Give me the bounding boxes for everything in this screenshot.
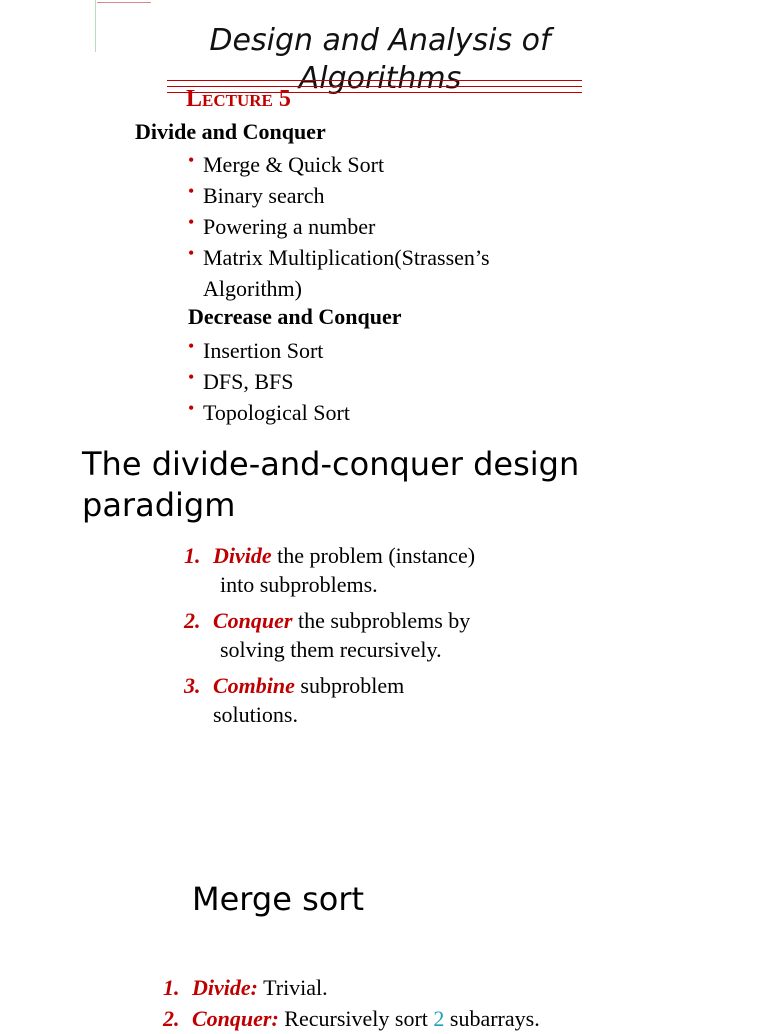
bullet-icon: • [188,336,195,356]
list-item: • DFS, BFS [188,366,568,397]
mergesort-steps [163,972,683,1034]
page-title: Design and Analysis of Algorithms [209,23,551,96]
list-item: • Merge & Quick Sort [188,149,568,180]
paradigm-steps [184,541,564,736]
decrease-conquer-list [188,335,568,428]
list-item: • Binary search [188,180,568,211]
mergesort-step-divide: 1. Divide: Trivial. [163,975,328,1000]
mergesort-heading: Merge sort [192,880,365,918]
bullet-icon: • [188,243,195,263]
list-item: • Matrix Multiplication(Strassen’s Algorithm) [188,242,568,304]
step-conquer: 2. Conquer the subproblems by solving them recursively. [184,608,471,662]
section-title-divide-conquer: Divide and Conquer [135,119,326,144]
divide-conquer-list [188,149,568,304]
list-item-continuation: Algorithm) [203,276,302,301]
corner-decoration-red [97,0,151,3]
paradigm-heading: The divide-and-conquer design paradigm [82,445,580,524]
section-title-decrease-conquer: Decrease and Conquer [188,304,402,329]
step-divide: 1. Divide the problem (instance) into subproblems. [184,543,476,597]
title-rule [167,80,582,81]
mergesort-step-conquer: 2. Conquer: Recursively sort 2 subarrays. [163,1006,540,1031]
list-item: • Powering a number [188,211,568,242]
bullet-icon: • [188,367,195,387]
bullet-icon: • [188,150,195,170]
bullet-icon: • [188,398,195,418]
list-item: • Insertion Sort [188,335,568,366]
bullet-icon: • [188,181,195,201]
bullet-icon: • [188,212,195,232]
list-item: • Topological Sort [188,397,568,428]
lecture-label: Lecture 5 [186,86,291,112]
corner-decoration [95,0,98,52]
step-combine: 3. Combine subproblem solutions. [184,673,405,727]
